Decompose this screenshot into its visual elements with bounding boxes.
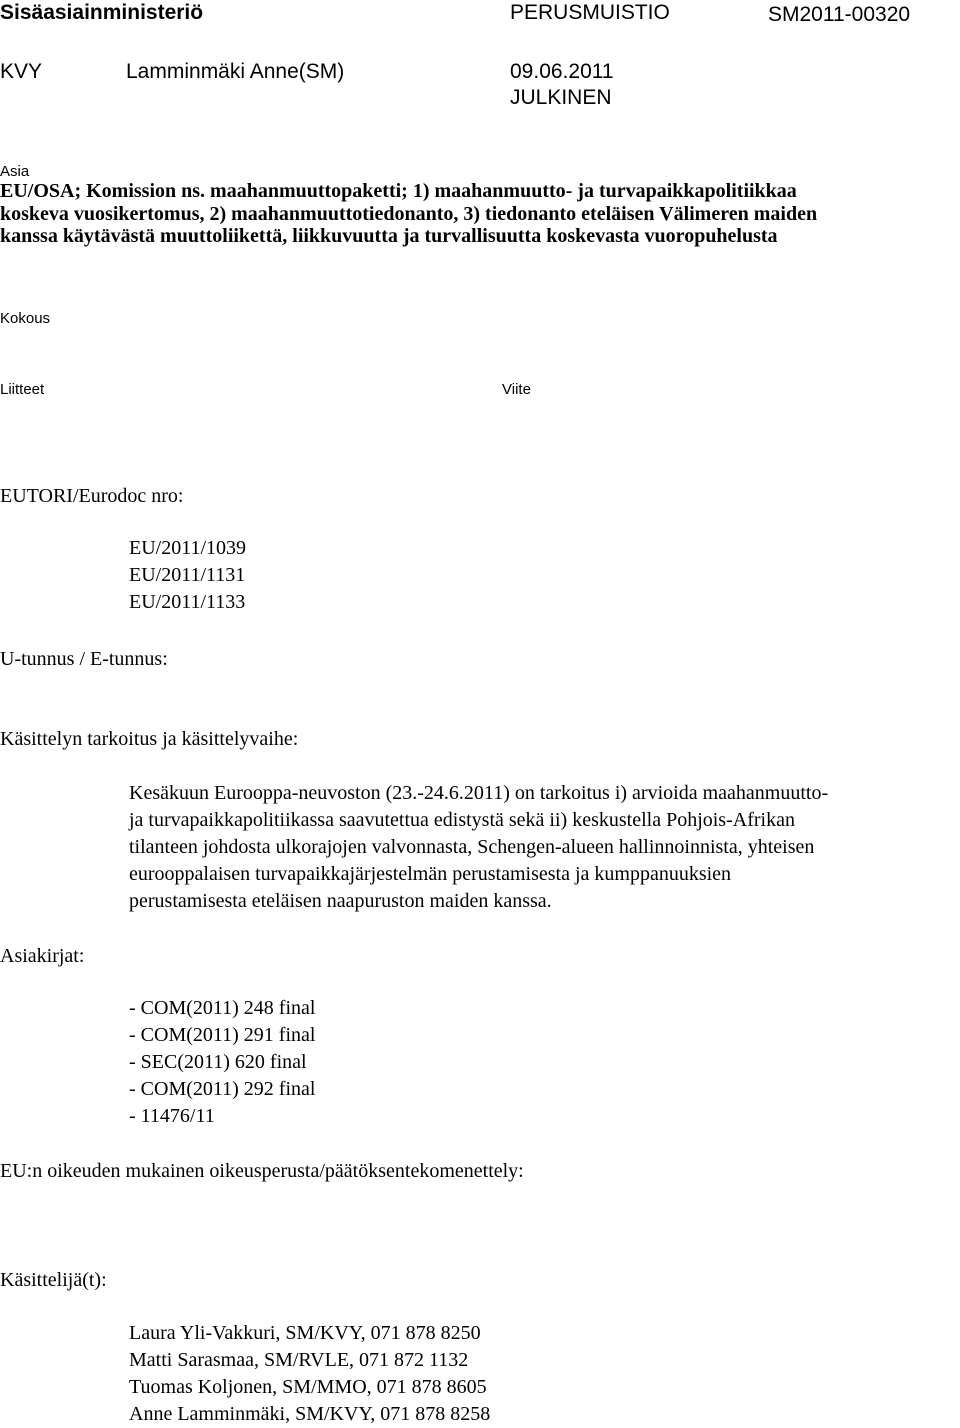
subject-line: EU/OSA; Komission ns. maahanmuuttopaketti; 1) maahanmuutto- ja turvapaikkapolitiikkaa	[0, 180, 797, 202]
purpose-line: perustamisesta eteläisen naapuruston maiden kanssa.	[129, 890, 552, 912]
document-item: - COM(2011) 291 final	[129, 1024, 316, 1046]
eutori-number: EU/2011/1131	[129, 564, 246, 586]
purpose-line: eurooppalaisen turvapaikkajärjestelmän perustamisesta ja kumppanuuksien	[129, 863, 732, 885]
subject-label: Asia	[0, 163, 30, 180]
document-type: PERUSMUISTIO	[510, 1, 670, 24]
purpose-line: Kesäkuun Eurooppa-neuvoston (23.-24.6.2011) on tarkoitus i) arvioida maahanmuutto-	[129, 782, 829, 804]
u-tunnus-label: U-tunnus / E-tunnus:	[0, 648, 168, 670]
publicity-status: JULKINEN	[510, 86, 612, 109]
ministry-name: Sisäasiainministeriö	[0, 1, 204, 24]
eutori-number: EU/2011/1133	[129, 591, 246, 613]
unit-code: KVY	[0, 60, 43, 83]
reference-label: Viite	[502, 381, 531, 398]
purpose-label: Käsittelyn tarkoitus ja käsittelyvaihe:	[0, 728, 299, 750]
eutori-values	[129, 535, 246, 616]
document-item: - 11476/11	[129, 1105, 215, 1127]
document-item: - COM(2011) 248 final	[129, 997, 316, 1019]
document-item: - SEC(2011) 620 final	[129, 1051, 307, 1073]
document-date: 09.06.2011	[510, 60, 614, 83]
subject-line: kanssa käytävästä muuttoliikettä, liikkuvuutta ja turvallisuutta koskevasta vuoropuhelusta	[0, 225, 778, 247]
handler-contact: Tuomas Koljonen, SM/MMO, 071 878 8605	[129, 1376, 487, 1398]
attachments-label: Liitteet	[0, 381, 45, 398]
subject-line: koskeva vuosikertomus, 2) maahanmuuttotiedonanto, 3) tiedonanto eteläisen Välimeren maiden	[0, 202, 818, 225]
subject-text	[0, 180, 817, 248]
eutori-number: EU/2011/1039	[129, 537, 247, 559]
handler-contact: Anne Lamminmäki, SM/KVY, 071 878 8258	[129, 1403, 491, 1425]
purpose-text	[129, 780, 828, 915]
documents-list	[129, 995, 315, 1130]
handler-contact: Laura Yli-Vakkuri, SM/KVY, 071 878 8250	[129, 1322, 481, 1344]
document-id: SM2011-00320	[768, 3, 911, 26]
document-item: - COM(2011) 292 final	[129, 1078, 316, 1100]
handlers-label: Käsittelijä(t):	[0, 1269, 107, 1291]
handler-contact: Matti Sarasmaa, SM/RVLE, 071 872 1132	[129, 1349, 469, 1371]
purpose-line: ja turvapaikkapolitiikassa saavutettua edistystä sekä ii) keskustella Pohjois-Afrikan	[129, 809, 795, 831]
handlers-list	[129, 1320, 490, 1428]
author-name: Lamminmäki Anne(SM)	[126, 60, 345, 83]
documents-label: Asiakirjat:	[0, 945, 85, 967]
eutori-label: EUTORI/Eurodoc nro:	[0, 485, 184, 507]
legal-basis-label: EU:n oikeuden mukainen oikeusperusta/päätöksentekomenettely:	[0, 1160, 524, 1182]
meeting-label: Kokous	[0, 310, 51, 327]
purpose-line: tilanteen johdosta ulkorajojen valvonnasta, Schengen-alueen hallinnoinnista, yhteisen	[129, 836, 815, 858]
